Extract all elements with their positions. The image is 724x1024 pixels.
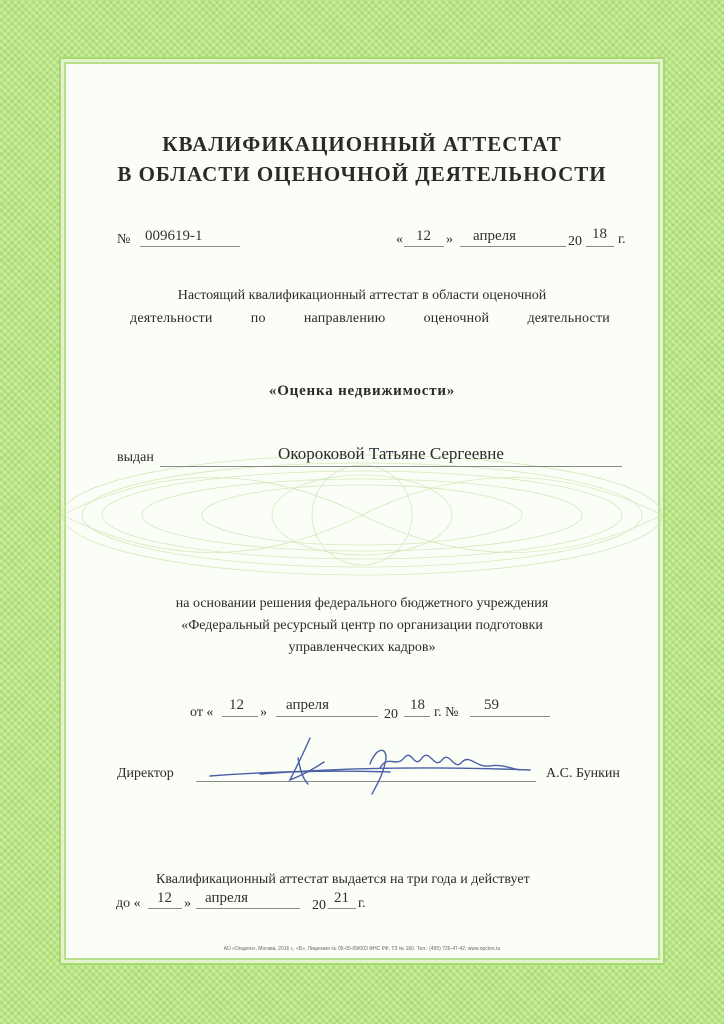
issue-date-day: 12 (416, 228, 431, 244)
number-underline (140, 246, 240, 247)
certificate-field (66, 64, 658, 958)
valid-until-month: апреля (205, 890, 249, 906)
issue-day-underline (404, 246, 444, 247)
valid-until-year: 21 (334, 890, 349, 906)
decision-date-close-quote: » (260, 705, 267, 720)
issue-date-century: 20 (568, 234, 582, 249)
decision-date-day: 12 (229, 697, 244, 713)
issued-to-label: выдан (117, 450, 154, 465)
document-title-line-1: КВАЛИФИКАЦИОННЫЙ АТТЕСТАТ (162, 132, 562, 156)
director-label: Директор (117, 766, 174, 781)
decision-date-month: апреля (286, 697, 330, 713)
issue-month-underline (460, 246, 566, 247)
basis-line-2: «Федеральный ресурсный центр по организации подготовки (181, 618, 543, 633)
decision-number-prefix: г. № (434, 705, 459, 720)
holder-underline (160, 466, 622, 467)
issue-date-year: 18 (592, 226, 607, 242)
certificate-number: 009619-1 (145, 228, 203, 244)
valid-until-day: 12 (157, 890, 172, 906)
director-name: А.С. Бункин (546, 766, 620, 781)
decision-date-year: 18 (410, 697, 425, 713)
activity-direction: «Оценка недвижимости» (268, 383, 456, 399)
decision-date-century: 20 (384, 707, 398, 722)
printer-imprint: АО «Опцион», Москва, 2016 г., «Б», Лицензия № 05-05-09/003 ФНС РФ, ТЗ № 160. Тел.: (495) 726-47-42, www.opcion.ru (223, 946, 501, 952)
validity-line: Квалификационный аттестат выдается на три года и действует (156, 872, 530, 887)
valid-until-suffix: г. (358, 896, 366, 911)
document-title-line-2: В ОБЛАСТИ ОЦЕНОЧНОЙ ДЕЯТЕЛЬНОСТИ (117, 162, 607, 186)
intro-line-2: деятельности по направлению оценочной деятельности (130, 311, 610, 326)
holder-name: Окороковой Татьяне Сергеевне (278, 444, 504, 463)
valid-year-underline (328, 908, 356, 909)
director-signature (200, 728, 550, 808)
intro-line-1: Настоящий квалификационный аттестат в области оценочной (177, 288, 547, 303)
issue-date-month: апреля (473, 228, 517, 244)
issue-year-underline (586, 246, 614, 247)
number-label: № (117, 232, 131, 247)
valid-until-century: 20 (312, 898, 326, 913)
decision-year-underline (404, 716, 430, 717)
issue-date-open-quote: « (396, 232, 403, 247)
decision-number-underline (470, 716, 550, 717)
decision-day-underline (222, 716, 258, 717)
valid-month-underline (196, 908, 300, 909)
basis-line-3: управленческих кадров» (288, 640, 436, 655)
decision-month-underline (276, 716, 378, 717)
basis-line-1: на основании решения федерального бюджетного учреждения (175, 596, 549, 611)
issue-date-close-quote: » (446, 232, 453, 247)
decision-number: 59 (484, 697, 499, 713)
valid-day-underline (148, 908, 182, 909)
valid-until-close-quote: » (184, 896, 191, 911)
decision-date-prefix: от « (190, 705, 214, 720)
issue-date-suffix: г. (618, 232, 626, 247)
valid-until-prefix: до « (116, 896, 141, 911)
